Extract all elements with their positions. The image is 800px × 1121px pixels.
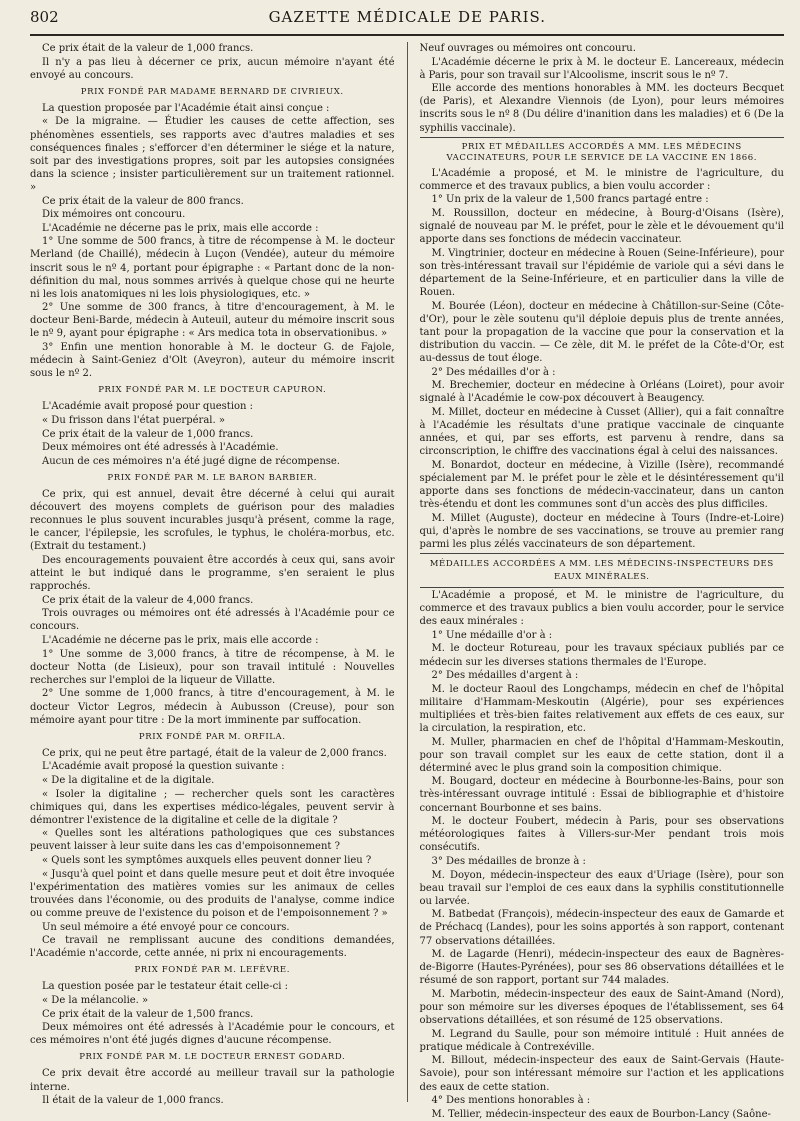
paragraph: 2° Une somme de 300 francs, à titre d'encouragement, à M. le docteur Beni-Barde, médecin à Auteuil, auteur du mémoire inscrit sous le nº 9, ayant pour épigraphe : « Ars medica tota in observationibus. » [30,302,395,340]
paragraph: M. Marbotin, médecin-inspecteur des eaux de Saint-Amand (Nord), pour son mémoire sur les diverses époques de l'établissement, ses 64 observations détaillées, et son résumé de 125 observations. [419,988,784,1027]
paragraph: « De la digitaline et de la digitale. [42,774,215,786]
section-heading: PRIX FONDÉ PAR M. ORFILA. [138,731,286,742]
paragraph: M. Billout, médecin-inspecteur des eaux de Saint-Gervais (Haute-Savoie), pour son intéressant mémoire sur l'action et les applications des eaux de cette station. [419,1055,784,1093]
paragraph: « Quels sont les symptômes auxquels elles peuvent donner lieu ? [42,855,372,867]
paragraph: Trois ouvrages ou mémoires ont été adressés à l'Académie pour ce concours. [30,608,395,633]
paragraph: M. le docteur Rotureau, pour les travaux spéciaux publiés par ce médecin sur les diverses stations thermales de l'Europe. [419,643,784,668]
paragraph: M. Millet (Auguste), docteur en médecine à Tours (Indre-et-Loire) qui, d'après le nombre de ses vaccinations, se trouve au premier rang parmi les plus zélés vaccinateurs de son département. [419,512,784,550]
paragraph: La question proposée par l'Académie était ainsi conçue : [42,102,330,114]
section-rule [420,137,785,138]
paragraph: L'Académie avait proposé la question suivante : [42,761,285,773]
right-column [419,42,785,1120]
paragraph: M. Legrand du Saulle, pour son mémoire intitulé : Huit années de pratique médicale à Contrexéville. [419,1028,784,1053]
paragraph: Ce prix devait être accordé au meilleur travail sur la pathologie interne. [30,1068,395,1093]
paragraph: 1° Un prix de la valeur de 1,500 francs partagé entre : [431,194,709,206]
paragraph: M. Millet, docteur en médecine à Cusset (Allier), qui a fait connaître à l'Académie les résultats d'une pratique vaccinale de cinquante années, et qui, par ses efforts, est parvenu à rendre, dans sa circonscription, le chiffre des vaccinations égal à celui des naissances. [419,406,784,458]
paragraph: L'Académie décerne le prix à M. le docteur E. Lancereaux, médecin à Paris, pour son travail sur l'Alcoolisme, inscrit sous le nº 7. [419,56,784,81]
section-heading: PRIX FONDÉ PAR MADAME BERNARD DE CIVRIEUX. [80,86,344,97]
paragraph: M. Tellier, médecin-inspecteur des eaux de Bourbon-Lancy (Saône- [431,1108,771,1120]
section-heading: PRIX FONDÉ PAR M. LE BARON BARBIER. [107,472,318,483]
paragraph: M. Brechemier, docteur en médecine à Orléans (Loiret), pour avoir signalé à l'Académie le cow-pox découvert à Beaugency. [419,380,784,405]
paragraph: L'Académie ne décerne pas le prix, mais elle accorde : [42,222,319,234]
paragraph: L'Académie avait proposé pour question : [42,401,254,413]
paragraph: « De la migraine. — Étudier les causes de cette affection, ses phénomènes essentiels, ses rapports avec d'autres maladies et ses conséquences finales ; s'efforcer d'en déterminer le siége et la nature, soit par des investigations propres, soit par les autopsies consignées dans la science ; insister particulièrement sur un traitement rationnel. » [30,116,395,193]
paragraph: M. de Lagarde (Henri), médecin-inspecteur des eaux de Bagnères-de-Bigorre (Hautes-Pyrénées), pour ses 86 observations détaillées et le résumé de son rapport, portant sur 744 malades. [419,949,784,987]
paragraph: 2° Des médailles d'or à : [431,366,556,378]
paragraph: « Du frisson dans l'état puerpéral. » [42,415,225,427]
paragraph: M. Batbedat (François), médecin-inspecteur des eaux de Gamarde et de Préchacq (Landes), pour les soins apportés à son rapport, contenant 77 observations détaillées. [419,909,784,947]
section-heading: MÉDAILLES ACCORDÉES A MM. LES MÉDECINS-INSPECTEURS DES EAUX MINÉRALES. [429,558,774,582]
paragraph: Neuf ouvrages ou mémoires ont concouru. [419,43,636,54]
section-rule [420,553,785,554]
paragraph: 1° Une somme de 500 francs, à titre de récompense à M. le docteur Merland (de Chaillé), médecin à Luçon (Vendée), auteur du mémoire inscrit sous le nº 4, portant pour épigraphe : « Partant donc de la non-définition du mal, nous sommes arrivés à quelque chose qui ne heurte ni les lois anatomiques ni les lois physiologiques, etc. » [30,236,395,300]
paragraph: M. Bougard, docteur en médecine à Bourbonne-les-Bains, pour son très-intéressant ouvrage intitulé : Essai de bibliographie et d'histoire concernant Bourbonne et ses bains. [419,776,784,814]
paragraph: 3° Enfin une mention honorable à M. le docteur G. de Fajole, médecin à Saint-Geniez d'Olt (Aveyron), auteur du mémoire inscrit sous le nº 2. [30,342,395,380]
paragraph: 2° Une somme de 1,000 francs, à titre d'encouragement, à M. le docteur Victor Legros, médecin à Aubusson (Creuse), pour son mémoire ayant pour titre : De la mort imminente par suffocation. [30,688,395,726]
page-number: 802 [30,8,59,26]
paragraph: M. Muller, pharmacien en chef de l'hôpital d'Hammam-Meskoutin, pour son travail complet sur les eaux de cette station, dont il a déterminé avec le plus grand soin la composition chimique. [419,736,784,774]
paragraph: L'Académie a proposé, et M. le ministre de l'agriculture, du commerce et des travaux publics, a bien voulu accorder : [419,167,784,192]
paragraph: M. le docteur Foubert, médecin à Paris, pour ses observations météorologiques faites à Villers-sur-Mer pendant trois mois consécutifs. [419,816,784,854]
page-header [30,8,784,36]
article-columns [30,42,784,1120]
paragraph: Deux mémoires ont été adressés à l'Académie. [42,442,279,454]
paragraph: 2° Des médailles d'argent à : [431,670,579,682]
paragraph: « Isoler la digitaline ; — rechercher quels sont les caractères chimiques qui, dans les expertises médico-légales, peuvent servir à démontrer l'existence de la digitaline et celle de la digitale ? [30,788,395,826]
paragraph: Il n'y a pas lieu à décerner ce prix, aucun mémoire n'ayant été envoyé au concours. [30,56,395,81]
paragraph: M. Roussillon, docteur en médecine, à Bourg-d'Oisans (Isère), signalé de nouveau par M. le préfet, pour le zèle et le dévouement qu'il apporte dans ses fonctions de médecin vaccinateur. [419,207,784,246]
journal-title: GAZETTE MÉDICALE DE PARIS. [268,8,547,26]
paragraph: 1° Une somme de 3,000 francs, à titre de récompense, à M. le docteur Notta (de Lisieux), pour son travail intitulé : Nouvelles recherches sur l'emploi de la liqueur de Villatte. [30,648,395,686]
paragraph: M. le docteur Raoul des Longchamps, médecin en chef de l'hôpital militaire d'Hammam-Meskoutin (Algérie), pour ses expériences multipliées et très-bien faites relativement aux effets de ces eaux, sur la circulation, la respiration, etc. [419,683,784,734]
section-heading: PRIX FONDÉ PAR M. LE DOCTEUR CAPURON. [98,385,327,396]
paragraph: Elle accorde des mentions honorables à MM. les docteurs Becquet (de Paris), et Alexandre Viennois (de Lyon), pour leurs mémoires inscrits sous le nº 8 (Du délire d'inanition dans les maladies) et 6 (De la syphilis vaccinale). [419,83,784,134]
section-heading: PRIX FONDÉ PAR M. LE DOCTEUR ERNEST GODARD. [79,1052,346,1063]
paragraph: Un seul mémoire a été envoyé pour ce concours. [42,921,290,933]
paragraph: Ce prix, qui est annuel, devait être décerné à celui qui aurait découvert des moyens complets de guérison pour des maladies reconnues le plus souvent incurables jusqu'à présent, comme la rage, le cancer, l'épilepsie, les scrofules, le typhus, le choléra-morbus, etc. (Extrait du testament.) [30,489,395,553]
paragraph: Deux mémoires ont été adressés à l'Académie pour le concours, et ces mémoires n'ont été jugés dignes d'aucune récompense. [30,1022,395,1047]
paragraph: Ce prix était de la valeur de 4,000 francs. [42,594,254,606]
paragraph: Ce travail ne remplissant aucune des conditions demandées, l'Académie n'accorde, cette année, ni prix ni encouragements. [30,935,395,960]
paragraph: « Jusqu'à quel point et dans quelle mesure peut et doit être invoquée l'expérimentation des matières vomies sur les animaux de celles trouvées dans l'économie, ou des produits de l'analyse, comme indice ou comme preuve de l'existence du poison et de l'empoisonnement ? » [30,868,395,919]
column-divider [407,42,408,1102]
paragraph: Ce prix était de la valeur de 1,000 francs. [42,428,254,440]
paragraph: L'Académie a proposé, et M. le ministre de l'agriculture, du commerce et des travaux publics a bien voulu accorder, pour le service des eaux minérales : [419,590,784,628]
paragraph: 1° Une médaille d'or à : [431,629,553,641]
paragraph: Ce prix était de la valeur de 1,000 francs. [42,43,254,54]
paragraph: M. Bonardot, docteur en médecine, à Vizille (Isère), recommandé spécialement par M. le préfet pour le zèle et le désintéressement qu'il apporte dans ses fonctions de médecin-vaccinateur, dans un canton très-étendu et dont les communes sont d'un accès des plus difficiles. [419,459,784,510]
paragraph: Il était de la valeur de 1,000 francs. [42,1095,224,1107]
paragraph: Dix mémoires ont concouru. [42,209,186,221]
paragraph: 3° Des médailles de bronze à : [431,855,586,867]
left-column [30,42,395,1107]
paragraph: M. Bourée (Léon), docteur en médecine à Châtillon-sur-Seine (Côte-d'Or), pour le zèle soutenu qu'il déploie depuis plus de trente années, tant pour la propagation de la vaccine que pour la conservation et la distribution du vaccin. — Ce zèle, dit M. le préfet de la Côte-d'Or, est au-dessus de tout éloge. [419,300,784,364]
section-rule [420,587,785,588]
paragraph: M. Doyon, médecin-inspecteur des eaux d'Uriage (Isère), pour son beau travail sur l'emploi de ces eaux dans la syphilis constitutionnelle ou larvée. [419,869,784,907]
paragraph: Ce prix était de la valeur de 800 francs. [42,195,244,207]
paragraph: Ce prix, qui ne peut être partagé, était de la valeur de 2,000 francs. [42,747,387,759]
paragraph: Ce prix était de la valeur de 1,500 francs. [42,1008,254,1020]
paragraph: L'Académie ne décerne pas le prix, mais elle accorde : [42,635,319,647]
paragraph: Des encouragements pouvaient être accordés à ceux qui, sans avoir atteint le but indiqué dans le programme, s'en seraient le plus rapprochés. [30,554,395,593]
paragraph: 4° Des mentions honorables à : [431,1095,591,1107]
paragraph: « Quelles sont les altérations pathologiques que ces substances peuvent laisser à leur suite dans les cas d'empoisonnement ? [30,828,395,853]
section-heading: PRIX FONDÉ PAR M. LEFÈVRE. [134,965,291,976]
paragraph: M. Vingtrinier, docteur en médecine à Rouen (Seine-Inférieure), pour son très-intéressant travail sur l'épidémie de variole qui a sévi dans le département de la Seine-Inférieure, et en particulier dans la ville de Rouen. [419,247,784,298]
paragraph: « De la mélancolie. » [42,994,149,1006]
paragraph: Aucun de ces mémoires n'a été jugé digne de récompense. [42,455,340,467]
section-heading: PRIX ET MÉDAILLES ACCORDÉS A MM. LES MÉDECINS VACCINATEURS, POUR LE SERVICE DE LA VACCINE EN 1866. [446,141,758,163]
paragraph: La question posée par le testateur était celle-ci : [42,981,288,993]
